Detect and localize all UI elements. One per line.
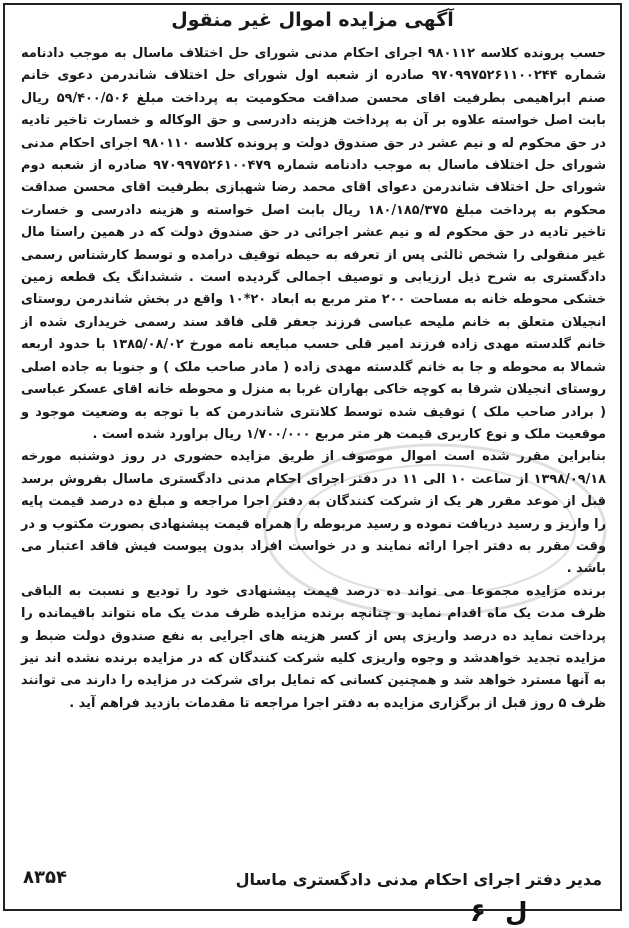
notice-frame (3, 3, 622, 911)
notice-body (21, 43, 606, 715)
paragraph-case-details: حسب پرونده کلاسه ۹۸۰۱۱۲ اجرای احکام مدنی شورای حل اختلاف ماسال به موجب دادنامه شماره ۹۷۰۹۹۷۵۲۶۱۱۰۰۲۴۴ صادره از شعبه اول شورای حل اختلاف شاندرمن دعوی خانم صنم ابراهیمی بطرفیت اقای محسن صداقت محکومیت به پرداخت مبلغ ۵۹/۴۰۰/۵۰۶ ریال بابت اصل خواسته علاوه بر آن به پرداخت هزینه دادرسی و حق الوکاله و خسارت تاخیر تادیه در حق محکوم له و نیم عشر در حق صندوق دولت و پرونده کلاسه ۹۸۰۱۱۰ اجرای احکام مدنی شورای حل اختلاف ماسال به موجب دادنامه شماره ۹۷۰۹۹۷۵۲۶۱۰۰۴۷۹ صادره از شعبه دوم شورای حل اختلاف شاندرمن دعوای اقای محمد رضا شهبازی بطرفیت اقای محسن صداقت محکوم به پرداخت مبلغ ۱۸۰/۱۸۵/۳۷۵ ریال بابت اصل خواسته و هزینه دادرسی و خسارت تاخیر تادیه در حق محکوم له و نیم عشر اجرائی در حق صندوق دولت که در همین راستا مال غیر منقولی را شخص ثالثی پس از تعرفه به حیطه توقیف درامده و توسط کارشناس رسمی دادگستری به شرح ذیل ارزیابی و توصیف اجمالی گردیده است . ششدانگ یک قطعه زمین خشکی محوطه خانه به مساحت ۲۰۰ متر مربع به ابعاد ۲۰*۱۰ واقع در بخش شاندرمن روستای انجیلان متعلق به خانم ملیحه عباسی فرزند جعفر قلی فاقد سند رسمی خریداری شده از خانم گلدسته مهدی زاده فرزند امیر قلی حسب مبایعه نامه مورخ ۱۳۸۵/۰۸/۰۲ با حدود اربعه شمالا به محوطه و جا به خانم گلدسته مهدی زاده ( مادر صاحب ملک ) و جنوبا به جاده اصلی روستای انجیلان شرقا به کوچه خاکی بهاران غربا به منزل و محوطه خانه اقای عسکر عباسی ( برادر صاحب ملک ) توقیف شده توسط کلانتری شاندرمن که با توجه به وضعیت موجود و موقعیت ملک و نوع کاربری قیمت هر متر مربع ۱/۷۰۰/۰۰۰ ریال براورد شده است . (21, 46, 607, 442)
paragraph-auction-terms: بنابراین مقرر شده است اموال موصوف از طریق مزایده حضوری در روز دوشنبه مورخه ۱۳۹۸/۰۹/۱۸ از ساعت ۱۰ الی ۱۱ در دفتر اجرای احکام مدنی دادگستری ماسال بفروش برسد قبل از موعد مقرر هر یک از شرکت کنندگان به دفتر اجرا مراجعه و مبلغ ده درصد قیمت پایه را واریز و رسید دریافت نموده و رسید مربوطه را همراه قیمت پیشنهادی بصورت مکتوب و در وقت مقرر به دفتر اجرا ارائه نمایند و در خواست افراد بدون پیوست فیش فاقد اعتبار می باشد . (21, 449, 607, 577)
handwritten-mark-1: ۶ (470, 898, 486, 928)
paragraph-winner-conditions: برنده مزایده مجموعا می تواند ده درصد قیمت پیشنهادی خود را تودیع و نسبت به الباقی ظرف مدت یک ماه اقدام نماید و چنانچه برنده مزایده ظرف مدت یک ماه نتواند باقیمانده را پرداخت نماید ده درصد واریزی پس از کسر هزینه های اجرایی به نفع صندوق دولت ضبط و مزایده تجدید خواهدشد و وجوه واریزی کلیه شرکت کنندگان که در مزایده برنده نشده اند نیز به آنها مسترد خواهد شد و همچنین کسانی که تمایل برای شرکت در مزایده را دارند می توانند ظرف ۵ روز قبل از برگزاری مزایده به دفتر اجرا مراجعه تا مقدمات بازدید فراهم آید . (21, 583, 606, 711)
notice-title: آگهی مزایده اموال غیر منقول (171, 9, 454, 31)
ad-number: ۸۳۵۴ (23, 867, 67, 888)
signature-line: مدیر دفتر اجرای احکام مدنی دادگستری ماسال (235, 870, 602, 889)
handwritten-mark-2: ل (505, 898, 528, 928)
